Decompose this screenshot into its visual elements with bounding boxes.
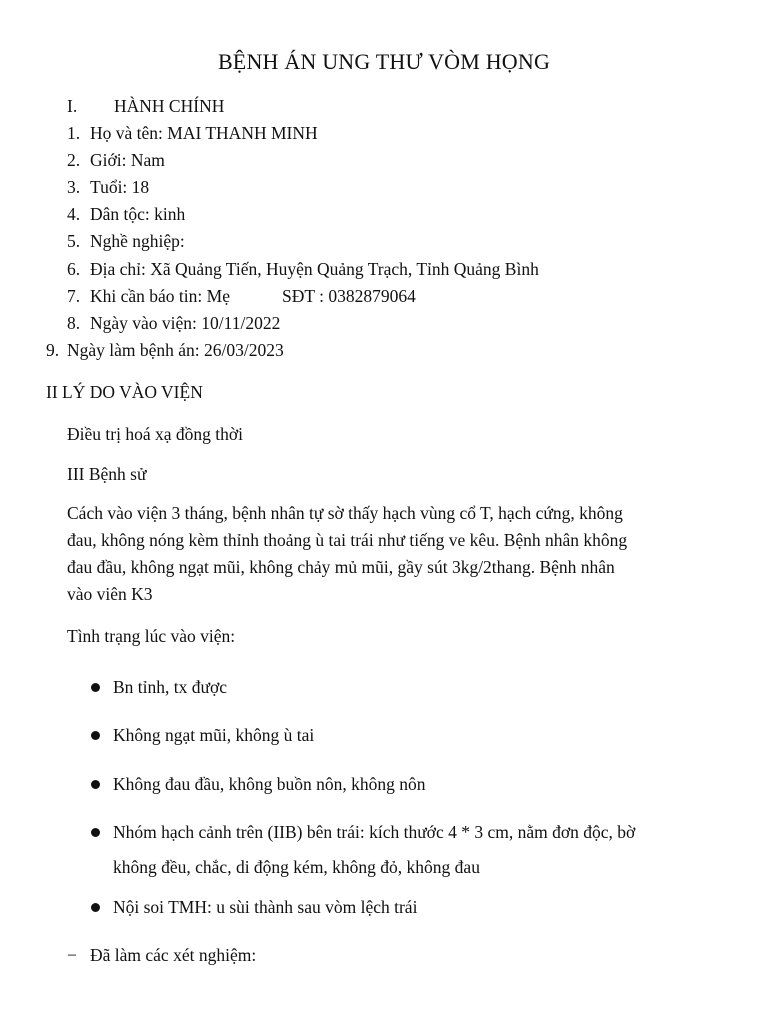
section-1-numeral: I. — [67, 96, 78, 116]
section-2-content: Điều trị hoá xạ đồng thời — [67, 424, 243, 444]
paragraph-line: vào viên K3 — [67, 584, 153, 604]
phone-number: SĐT : 0382879064 — [282, 286, 416, 306]
admin-item-text: Giới: Nam — [90, 150, 165, 170]
list-item-text: Nội soi TMH: u sùi thành sau vòm lệch trái — [113, 897, 418, 917]
paragraph-line: đau đầu, không ngạt mũi, không chảy mủ mũi, gầy sút 3kg/2thang. Bệnh nhân — [67, 557, 615, 577]
bullet-icon — [91, 780, 100, 789]
admission-status-label: Tình trạng lúc vào viện: — [67, 626, 236, 646]
admin-item-text: Tuổi: 18 — [90, 177, 150, 197]
admin-item-text: Khi cần báo tin: Mẹ — [90, 286, 230, 306]
admin-item-number: 9. — [46, 340, 60, 360]
admin-item-number: 7. — [67, 286, 81, 306]
admin-item-number: 5. — [67, 231, 81, 251]
list-item-text-continued: không đều, chắc, di động kém, không đỏ, không đau — [113, 857, 480, 877]
dash-marker: − — [67, 945, 77, 965]
admin-item-number: 3. — [67, 177, 81, 197]
admin-item-number: 4. — [67, 204, 81, 224]
paragraph-line: Cách vào viện 3 tháng, bệnh nhân tự sờ thấy hạch vùng cổ T, hạch cứng, không — [67, 503, 623, 523]
admin-item-text: Ngày làm bệnh án: 26/03/2023 — [67, 340, 284, 360]
admin-item-number: 6. — [67, 259, 81, 279]
list-item-text: Không ngạt mũi, không ù tai — [113, 725, 315, 745]
paragraph-line: đau, không nóng kèm thỉnh thoảng ù tai trái như tiếng ve kêu. Bệnh nhân không — [67, 530, 628, 550]
section-1-title: HÀNH CHÍNH — [114, 96, 225, 116]
admin-item-text: Dân tộc: kinh — [90, 204, 186, 224]
bullet-icon — [91, 731, 100, 740]
admin-item-number: 1. — [67, 123, 81, 143]
section-3-heading: III Bệnh sử — [67, 464, 147, 484]
list-item-text: Nhóm hạch cảnh trên (IIB) bên trái: kích thước 4 * 3 cm, nằm đơn độc, bờ — [113, 822, 636, 842]
list-item-text: Bn tỉnh, tx được — [113, 677, 228, 697]
bullet-icon — [91, 828, 100, 837]
section-2-heading: II LÝ DO VÀO VIỆN — [46, 382, 203, 402]
bullet-icon — [91, 683, 100, 692]
admin-item-text: Ngày vào viện: 10/11/2022 — [90, 313, 281, 333]
admin-item-number: 8. — [67, 313, 81, 333]
admin-item-text: Nghề nghiệp: — [90, 231, 185, 251]
document-title: BỆNH ÁN UNG THƯ VÒM HỌNG — [217, 49, 551, 74]
list-item-text: Không đau đầu, không buồn nôn, không nôn — [113, 774, 426, 794]
admin-item-text: Địa chỉ: Xã Quảng Tiến, Huyện Quảng Trạch, Tỉnh Quảng Bình — [90, 259, 539, 279]
bullet-icon — [91, 903, 100, 912]
admin-item-number: 2. — [67, 150, 81, 170]
tests-done-label: Đã làm các xét nghiệm: — [90, 945, 257, 965]
admin-item-text: Họ và tên: MAI THANH MINH — [90, 123, 318, 143]
